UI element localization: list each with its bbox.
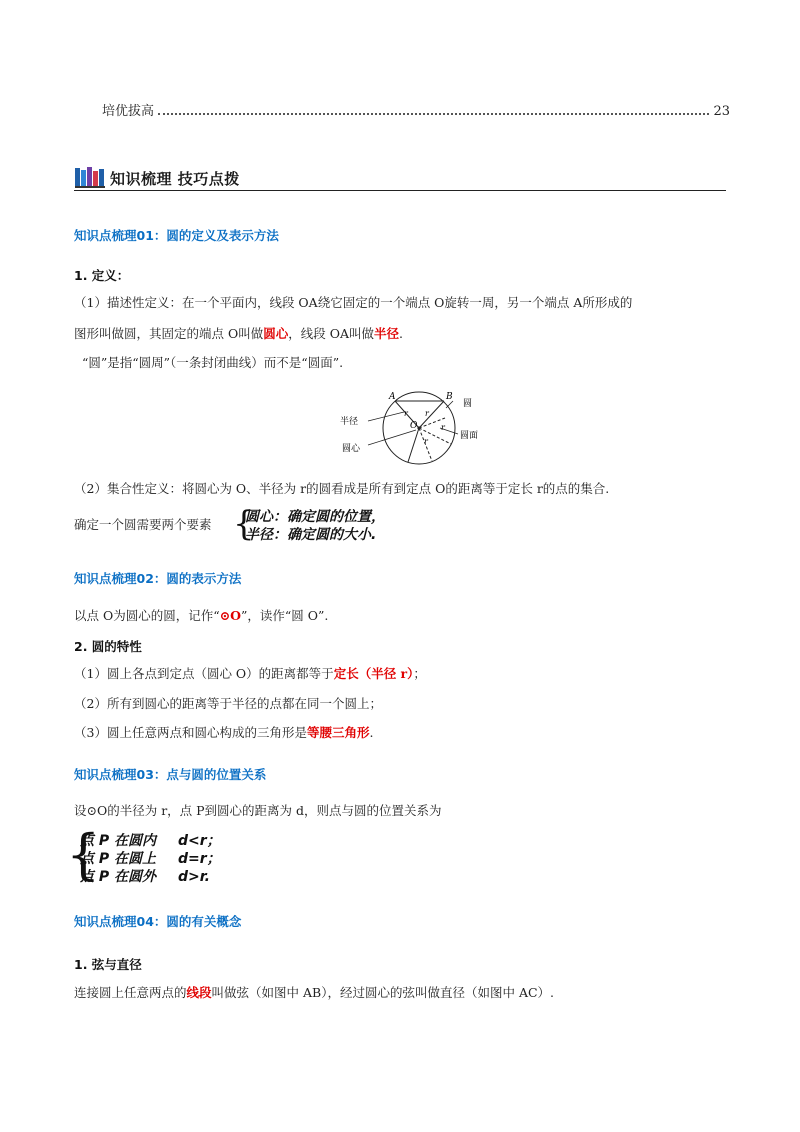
relation-outside-cond: d>r. [178, 869, 210, 885]
circle-diagram [340, 388, 500, 468]
kp1-line1: （1）描述性定义：在一个平面内，线段 OA绕它固定的一个端点 O旋转一周，另一个端点 A所形成的 [74, 295, 633, 310]
properties-title: 2. 圆的特性 [74, 639, 142, 654]
relation-on-pos: 点 P 在圆上 [80, 851, 157, 867]
point-o-label: O [410, 421, 418, 431]
relation-inside-pos: 点 P 在圆内 [80, 833, 157, 849]
toc-leader-dots [158, 113, 709, 115]
left-brace-1: { [233, 504, 255, 544]
kp2-heading: 知识点梳理02：圆的表示方法 [74, 571, 242, 586]
term-isosceles: 等腰三角形 [306, 725, 370, 740]
r-label-4: r [424, 437, 428, 446]
kp1-line3: “圆”是指“圆周”（一条封闭曲线）而不是“圆面”. [82, 355, 344, 370]
section-title: 知识梳理 技巧点拨 [110, 170, 240, 188]
element-radius: 半径：确定圆的大小. [245, 527, 377, 543]
kp1-heading: 知识点梳理01：圆的定义及表示方法 [74, 228, 279, 243]
property-1-text-a: （1）圆上各点到定点（圆心 O）的距离都等于 [74, 666, 334, 681]
kp2-line1 [74, 607, 328, 625]
kp3-heading: 知识点梳理03：点与圆的位置关系 [74, 767, 267, 782]
kp4-line1-text-c: 叫做弦（如图中 AB），经过圆心的弦叫做直径（如图中 AC）. [211, 985, 555, 1000]
elements-prefix: 确定一个圆需要两个要素 [74, 517, 212, 532]
r-label-3: r [441, 423, 445, 432]
circle-callout-label: 圆 [463, 399, 473, 409]
r-label-1: r [404, 409, 408, 418]
property-1 [74, 665, 426, 683]
property-3 [74, 724, 373, 742]
point-b-label: B [446, 392, 453, 402]
property-2: （2）所有到圆心的距离等于半径的点都在同一个圆上； [74, 696, 382, 711]
property-1-text-c: ； [413, 666, 426, 681]
term-fixed-length: 定长（半径 r） [333, 666, 414, 681]
kp4-heading: 知识点梳理04：圆的有关概念 [74, 914, 242, 929]
disk-callout-label: 圆面 [460, 431, 479, 441]
books-icon [74, 166, 106, 188]
relation-inside-cond: d<r； [178, 833, 221, 849]
definition-title: 1. 定义： [74, 268, 130, 283]
radius-callout-label: 半径 [340, 417, 359, 427]
kp1-line2-text-a: 图形叫做圆，其固定的端点 O叫做 [74, 326, 264, 341]
r-label-2: r [425, 409, 429, 418]
toc-label: 培优拔高 [102, 104, 155, 119]
chord-diameter-title: 1. 弦与直径 [74, 957, 142, 972]
center-callout-label: 圆心 [342, 444, 361, 454]
kp1-line2-text-c: ，线段 OA叫做 [288, 326, 374, 341]
circle-notation: ⊙O [219, 608, 241, 623]
kp1-line2-text-e: . [399, 326, 403, 341]
term-segment: 线段 [186, 985, 212, 1000]
property-3-text-a: （3）圆上任意两点和圆心构成的三角形是 [74, 725, 307, 740]
left-brace-2: { [66, 823, 101, 886]
kp1-line4: （2）集合性定义：将圆心为 O、半径为 r的圆看成是所有到定点 O的距离等于定长 r的点的集合. [74, 481, 610, 496]
term-center: 圆心 [263, 326, 289, 341]
kp4-line1 [74, 984, 554, 1002]
term-radius: 半径 [374, 326, 400, 341]
relation-on-cond: d=r； [178, 851, 221, 867]
kp4-line1-text-a: 连接圆上任意两点的 [74, 985, 187, 1000]
element-center: 圆心：确定圆的位置， [245, 509, 385, 525]
section-header [74, 166, 726, 191]
property-3-text-c: . [369, 725, 374, 740]
toc-entry[interactable] [102, 100, 730, 119]
kp2-line1-text-a: 以点 O为圆心的圆，记作“ [74, 608, 220, 623]
kp2-line1-text-c: ”，读作“圆 O”. [241, 608, 329, 623]
kp3-line1: 设⊙O的半径为 r，点 P到圆心的距离为 d，则点与圆的位置关系为 [74, 803, 442, 818]
relation-outside-pos: 点 P 在圆外 [80, 869, 157, 885]
toc-page-number: 23 [713, 104, 730, 119]
kp1-line2 [74, 325, 403, 343]
point-a-label: A [389, 392, 396, 402]
